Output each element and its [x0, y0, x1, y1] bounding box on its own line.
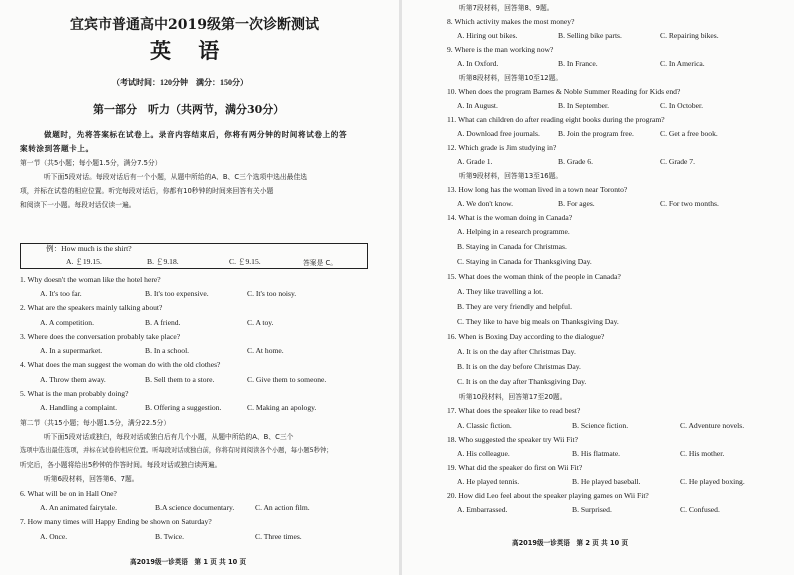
option-b: B. They are very friendly and helpful.	[457, 302, 572, 311]
option-a: A. Classic fiction.	[457, 421, 512, 430]
option-b: B. Surprised.	[572, 505, 612, 514]
question-6: 6. What will be on in Hall One?	[20, 489, 117, 498]
section-description: 听完后，各小题将给出5秒钟的作答时间。每段对话或独白读两遍。	[20, 461, 222, 469]
option-c: C. At home.	[247, 346, 284, 355]
option-c: C. For two months.	[660, 199, 719, 208]
section-description: 选项中选出最佳选项，并标在试卷的相应位置。听每段对话或独白前，你将有时间阅读各个小题，每小题5秒钟；	[20, 447, 333, 454]
option-b: B. Join the program free.	[558, 129, 634, 138]
section-header: 第二节（共15小题；每小题1.5分，满分22.5分）	[20, 419, 171, 427]
option-a: A. He played tennis.	[457, 477, 520, 486]
question-17: 17. What does the speaker like to read best?	[447, 406, 581, 415]
exam-title: 宜宾市普通高中2019级第一次诊断测试	[70, 17, 319, 33]
option-a: A. Helping in a research programme.	[457, 227, 570, 236]
option-c: C. They like to have big meals on Thanksgiving Day.	[457, 317, 619, 326]
option-c: C. Adventure novels.	[680, 421, 745, 430]
option-c: C. His mother.	[680, 449, 725, 458]
option-a: A. Hiring out bikes.	[457, 31, 518, 40]
option-c: C. Three times.	[255, 532, 302, 541]
option-a: A. They like travelling a lot.	[457, 287, 544, 296]
section-description: 听下面5段对话或独白，每段对话或独白后有几个小题，从题中所给的A、B、C三个	[44, 433, 294, 441]
page-footer: 高2019级一诊英语 第 1 页 共 10 页	[130, 558, 247, 566]
option-c: C. It's too noisy.	[247, 289, 297, 298]
option-a: A. An animated fairytale.	[40, 503, 117, 512]
listening-instruction: 听第9段材料，回答第13至16题。	[459, 172, 563, 180]
option-c: C. Grade 7.	[660, 157, 696, 166]
instruction-line: 案转涂到答题卡上。	[20, 144, 94, 153]
question-16: 16. When is Boxing Day according to the dialogue?	[447, 332, 605, 341]
option-a: A. Download free journals.	[457, 129, 540, 138]
section-description: 项，并标在试卷的相应位置。听完每段对话后，你都有10秒钟的时间来回答有关小题	[20, 187, 274, 195]
option-c: C. In America.	[660, 59, 705, 68]
option-c: C. Give them to someone.	[247, 375, 327, 384]
option-b: B. In France.	[558, 59, 598, 68]
question-9: 9. Where is the man working now?	[447, 45, 554, 54]
option-b: B. In a school.	[145, 346, 190, 355]
example-option-a: A. ￡19.15.	[66, 257, 102, 266]
question-15: 15. What does the woman think of the people in Canada?	[447, 272, 621, 281]
question-14: 14. What is the woman doing in Canada?	[447, 213, 573, 222]
section-description: 听下面5段对话。每段对话后有一个小题，从题中所给的A、B、C三个选项中选出最佳选	[44, 173, 308, 181]
option-c: C. Get a free book.	[660, 129, 718, 138]
option-a: A. Handling a complaint.	[40, 403, 117, 412]
option-a: A. In Oxford.	[457, 59, 499, 68]
exam-info: （考试时间：120分钟 满分：150分）	[112, 78, 248, 87]
option-a: A. We don't know.	[457, 199, 514, 208]
option-c: C. A toy.	[247, 318, 274, 327]
option-a: A. A competition.	[40, 318, 94, 327]
option-a: A. His colleague.	[457, 449, 510, 458]
question-3: 3. Where does the conversation probably take place?	[20, 332, 181, 341]
option-b: B. Selling bike parts.	[558, 31, 622, 40]
option-b: B. Staying in Canada for Christmas.	[457, 242, 567, 251]
part-title: 第一部分 听力（共两节，满分30分）	[93, 103, 285, 116]
example-option-c: C. ￡9.15.	[229, 257, 261, 266]
option-b: B. Twice.	[155, 532, 185, 541]
question-5: 5. What is the man probably doing?	[20, 389, 129, 398]
option-b: B. Sell them to a store.	[145, 375, 215, 384]
option-b: B. Grade 6.	[558, 157, 594, 166]
option-a: A. It's too far.	[40, 289, 82, 298]
option-b: B. In September.	[558, 101, 610, 110]
page-footer: 高2019级一诊英语 第 2 页 共 10 页	[512, 539, 629, 547]
option-b: B. Science fiction.	[572, 421, 629, 430]
option-b: B. He played baseball.	[572, 477, 641, 486]
option-a: A. In a supermarket.	[40, 346, 103, 355]
exam-page-2	[402, 0, 794, 575]
listening-instruction: 听第7段材料，回答第8、9题。	[459, 4, 554, 12]
question-11: 11. What can children do after reading eight books during the program?	[447, 115, 665, 124]
option-b: B.A science documentary.	[155, 503, 235, 512]
question-18: 18. Who suggested the speaker try Wii Fit?	[447, 435, 579, 444]
option-c: C. He played boxing.	[680, 477, 745, 486]
example-question: 例：How much is the shirt?	[46, 244, 132, 253]
question-19: 19. What did the speaker do first on Wii Fit?	[447, 463, 583, 472]
section-header: 第一节（共5小题；每小题1.5分，满分7.5分）	[20, 159, 162, 167]
option-c: C. Confused.	[680, 505, 720, 514]
subject-title: 英 语	[150, 39, 230, 63]
option-c: C. In October.	[660, 101, 704, 110]
option-b: B. It is on the day before Christmas Day.	[457, 362, 581, 371]
option-b: B. For ages.	[558, 199, 595, 208]
option-c: C. It is on the day after Thanksgiving Day.	[457, 377, 587, 386]
question-8: 8. Which activity makes the most money?	[447, 17, 575, 26]
listening-instruction: 听第8段材料，回答第10至12题。	[459, 74, 563, 82]
option-b: B. It's too expensive.	[145, 289, 209, 298]
option-a: A. Embarrassed.	[457, 505, 508, 514]
listening-instruction: 听第6段材料，回答第6、7题。	[44, 475, 139, 483]
example-answer: 答案是 C。	[303, 259, 338, 267]
question-1: 1. Why doesn't the woman like the hotel here?	[20, 275, 161, 284]
question-2: 2. What are the speakers mainly talking about?	[20, 303, 163, 312]
instruction-line: 做题时，先将答案标在试卷上。录音内容结束后，你将有两分钟的时间将试卷上的答	[44, 130, 348, 139]
option-b: B. His flatmate.	[572, 449, 621, 458]
option-b: B. A friend.	[145, 318, 181, 327]
option-a: A. Throw them away.	[40, 375, 106, 384]
option-a: A. Once.	[40, 532, 68, 541]
option-b: B. Offering a suggestion.	[145, 403, 222, 412]
option-a: A. It is on the day after Christmas Day.	[457, 347, 576, 356]
option-a: A. Grade 1.	[457, 157, 493, 166]
option-c: C. Staying in Canada for Thanksgiving Day.	[457, 257, 592, 266]
example-option-b: B. ￡9.18.	[147, 257, 179, 266]
question-12: 12. Which grade is Jim studying in?	[447, 143, 557, 152]
question-10: 10. When does the program Barnes & Noble Summer Reading for Kids end?	[447, 87, 681, 96]
option-c: C. Making an apology.	[247, 403, 317, 412]
question-20: 20. How did Leo feel about the speaker playing games on Wii Fit?	[447, 491, 649, 500]
question-7: 7. How many times will Happy Ending be shown on Saturday?	[20, 517, 212, 526]
section-description: 和阅读下一小题。每段对话仅读一遍。	[20, 201, 136, 209]
question-13: 13. How long has the woman lived in a town near Toronto?	[447, 185, 628, 194]
option-c: C. Repairing bikes.	[660, 31, 719, 40]
listening-instruction: 听第10段材料，回答第17至20题。	[459, 393, 567, 401]
option-a: A. In August.	[457, 101, 498, 110]
question-4: 4. What does the man suggest the woman do with the old clothes?	[20, 360, 221, 369]
option-c: C. An action film.	[255, 503, 310, 512]
